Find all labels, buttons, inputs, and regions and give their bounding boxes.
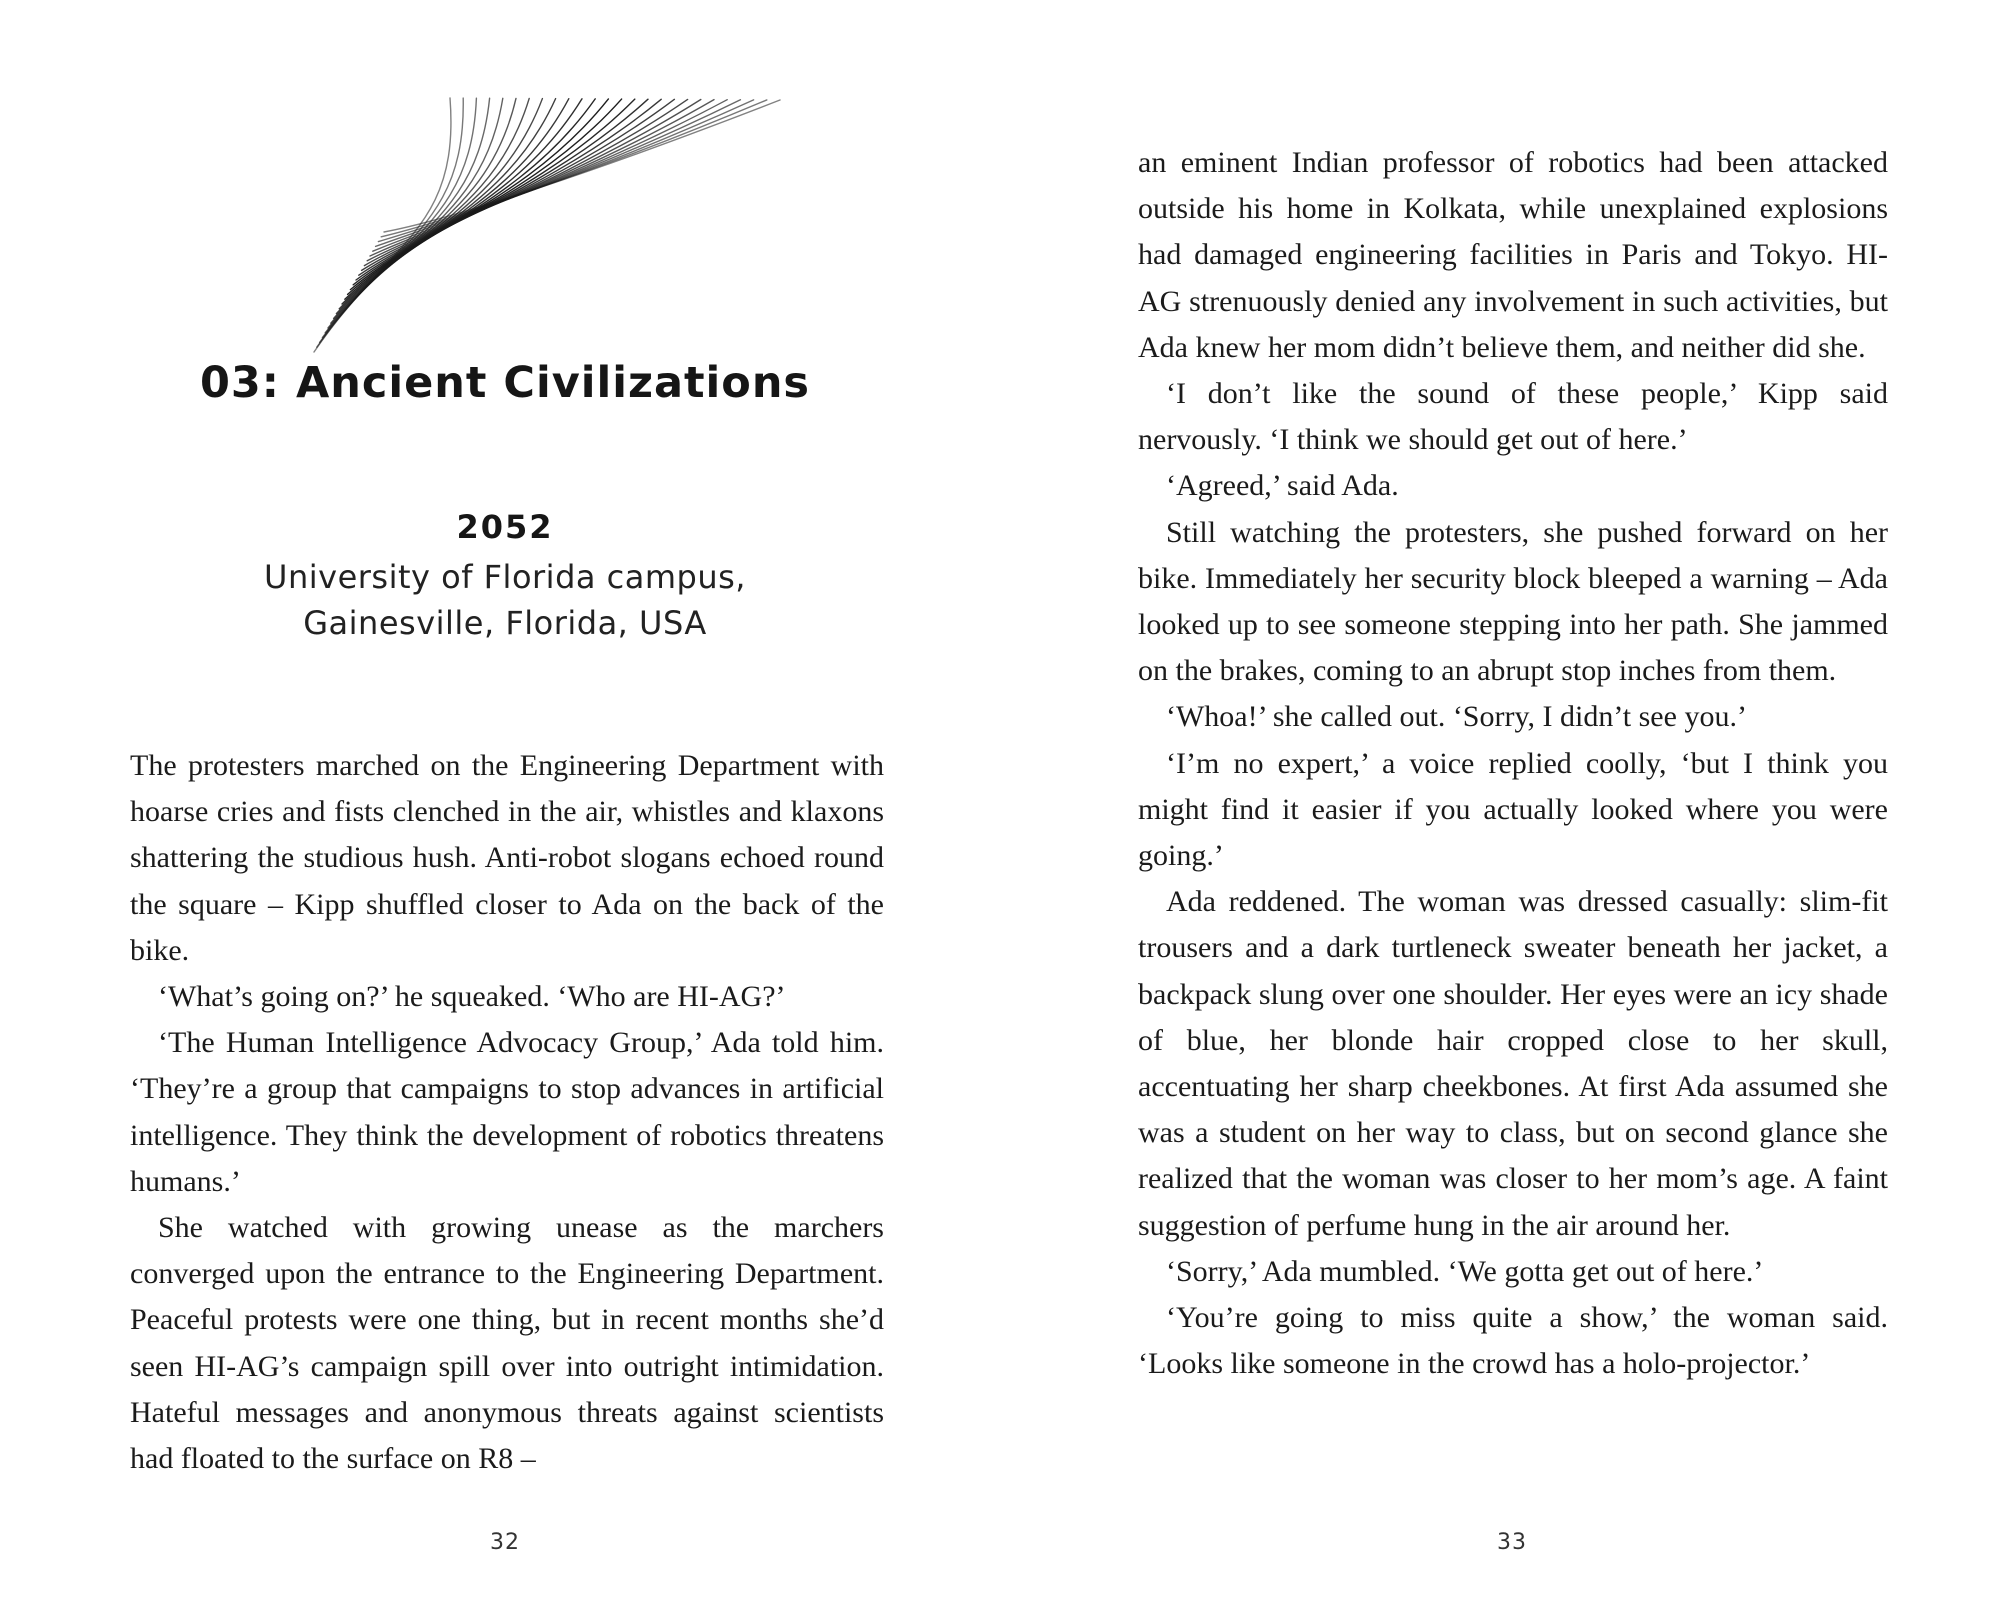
paragraph: ‘Agreed,’ said Ada. [1166,469,1399,503]
chapter-year: 2052 [456,508,554,546]
page-number: 32 [490,1530,520,1555]
paragraph: The protesters marched on the Engineering Department with hoarse cries and fists clenched in the air, whistles and klaxons shattering the studious hush. Anti-robot slogans echoed round the square – Kipp shuffled closer to Ada on the back of the bike. [130,749,884,967]
paragraph: ‘What’s going on?’ he squeaked. ‘Who are HI-AG?’ [158,980,786,1014]
paragraph: She watched with growing unease as the marchers converged upon the entrance to the Engineering Department. Peaceful protests were one thing, but in recent months she’d seen HI-AG’s campaign spill over into outright intimidation. Hateful messages and anonymous threats against scientists had floated to the surface on R8 – [130,1211,884,1476]
location-line-1: University of Florida campus, [264,558,746,596]
right-body-text [1138,140,1888,1387]
paragraph: Ada reddened. The woman was dressed casually: slim-fit trousers and a dark turtleneck sweater beneath her jacket, a backpack slung over one shoulder. Her eyes were an icy shade of blue, her blonde hair cropped close to her skull, accentuating her sharp cheekbones. At first Ada assumed she was a student on her way to class, but on second glance she realized that the woman was closer to her mom’s age. A faint suggestion of perfume hung in the air around her. [1138,885,1888,1242]
fan-line [350,99,621,290]
paragraph: ‘You’re going to miss quite a show,’ the woman said. ‘Looks like someone in the crowd has a holo-projector.’ [1138,1301,1888,1381]
chapter-location [130,554,880,646]
location-line-2: Gainesville, Florida, USA [303,604,707,642]
paragraph: ‘The Human Intelligence Advocacy Group,’ Ada told him. ‘They’re a group that campaigns to stop advances in artificial intelligence. They think the development of robotics threatens humans.’ [130,1026,884,1198]
fan-line [345,99,595,299]
left-body-text [130,743,884,1482]
fan-line [356,99,648,280]
paragraph: Still watching the protesters, she pushed forward on her bike. Immediately her security block bleeped a warning – Ada looked up to see someone stepping into her path. She jammed on the brakes, coming to an abrupt stop inches from them. [1138,515,1888,688]
paragraph: ‘I’m no expert,’ a voice replied coolly, ‘but I think you might find it easier if you actually looked where you were going.’ [1138,746,1888,873]
page-number: 33 [1497,1530,1527,1555]
right-page [1000,0,2000,1614]
paragraph: ‘Whoa!’ she called out. ‘Sorry, I didn’t see you.’ [1166,700,1747,734]
fan-line [353,99,635,285]
paragraph: ‘I don’t like the sound of these people,’ Kipp said nervously. ‘I think we should get out of here.’ [1138,377,1888,457]
paragraph: an eminent Indian professor of robotics had been attacked outside his home in Kolkata, while unexplained explosions had damaged engineering facilities in Paris and Tokyo. HI-AG strenuously denied any involvement in such activities, but Ada knew her mom didn’t believe them, and neither did she. [1138,146,1888,364]
curved-line-fan-icon [310,90,790,360]
fan-line [348,99,609,294]
chapter-title: 03: Ancient Civilizations [199,358,811,408]
paragraph: ‘Sorry,’ Ada mumbled. ‘We gotta get out of here.’ [1166,1254,1764,1288]
